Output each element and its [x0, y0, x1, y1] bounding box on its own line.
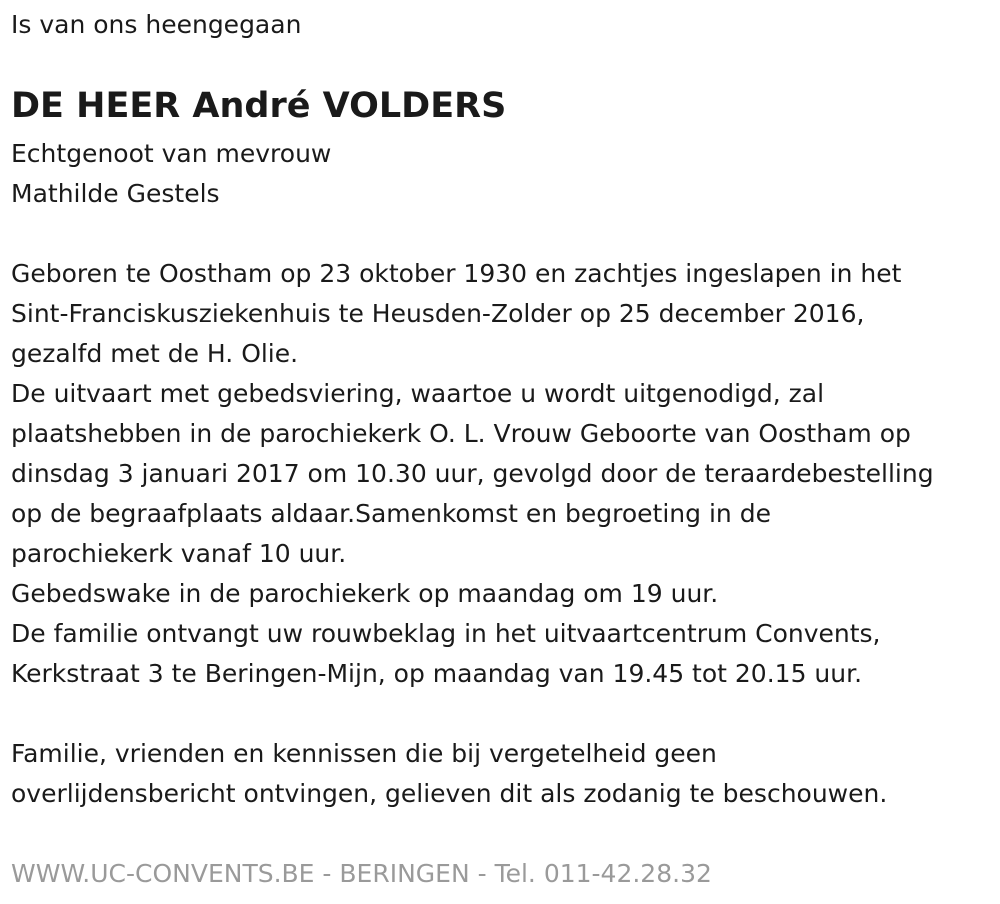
closing-block [11, 734, 887, 814]
details-line: Kerkstraat 3 te Beringen-Mijn, op maandag van 19.45 tot 20.15 uur. [11, 659, 863, 688]
intro-text: Is van ons heengegaan [11, 10, 302, 39]
details-line: De uitvaart met gebedsviering, waartoe u wordt uitgenodigd, zal [11, 379, 825, 408]
closing-line: Familie, vrienden en kennissen die bij vergetelheid geen [11, 739, 717, 768]
details-line: De familie ontvangt uw rouwbeklag in het uitvaartcentrum Convents, [11, 619, 881, 648]
details-line: Sint-Franciskusziekenhuis te Heusden-Zolder op 25 december 2016, [11, 299, 865, 328]
details-block [11, 254, 934, 694]
details-line: gezalfd met de H. Olie. [11, 339, 299, 368]
details-line: dinsdag 3 januari 2017 om 10.30 uur, gevolgd door de teraardebestelling [11, 459, 934, 488]
closing-line: overlijdensbericht ontvingen, gelieven dit als zodanig te beschouwen. [11, 779, 888, 808]
details-line: plaatshebben in de parochiekerk O. L. Vrouw Geboorte van Oostham op [11, 419, 911, 448]
details-line: Geboren te Oostham op 23 oktober 1930 en zachtjes ingeslapen in het [11, 259, 902, 288]
details-line: Gebedswake in de parochiekerk op maandag om 19 uur. [11, 579, 719, 608]
spouse-block [11, 134, 331, 214]
details-line: parochiekerk vanaf 10 uur. [11, 539, 347, 568]
spouse-line: Echtgenoot van mevrouw [11, 139, 332, 168]
deceased-name: DE HEER André VOLDERS [11, 86, 507, 126]
footer-contact: WWW.UC-CONVENTS.BE - BERINGEN - Tel. 011-42.28.32 [11, 859, 712, 888]
details-line: op de begraafplaats aldaar.Samenkomst en begroeting in de [11, 499, 771, 528]
spouse-line: Mathilde Gestels [11, 179, 220, 208]
